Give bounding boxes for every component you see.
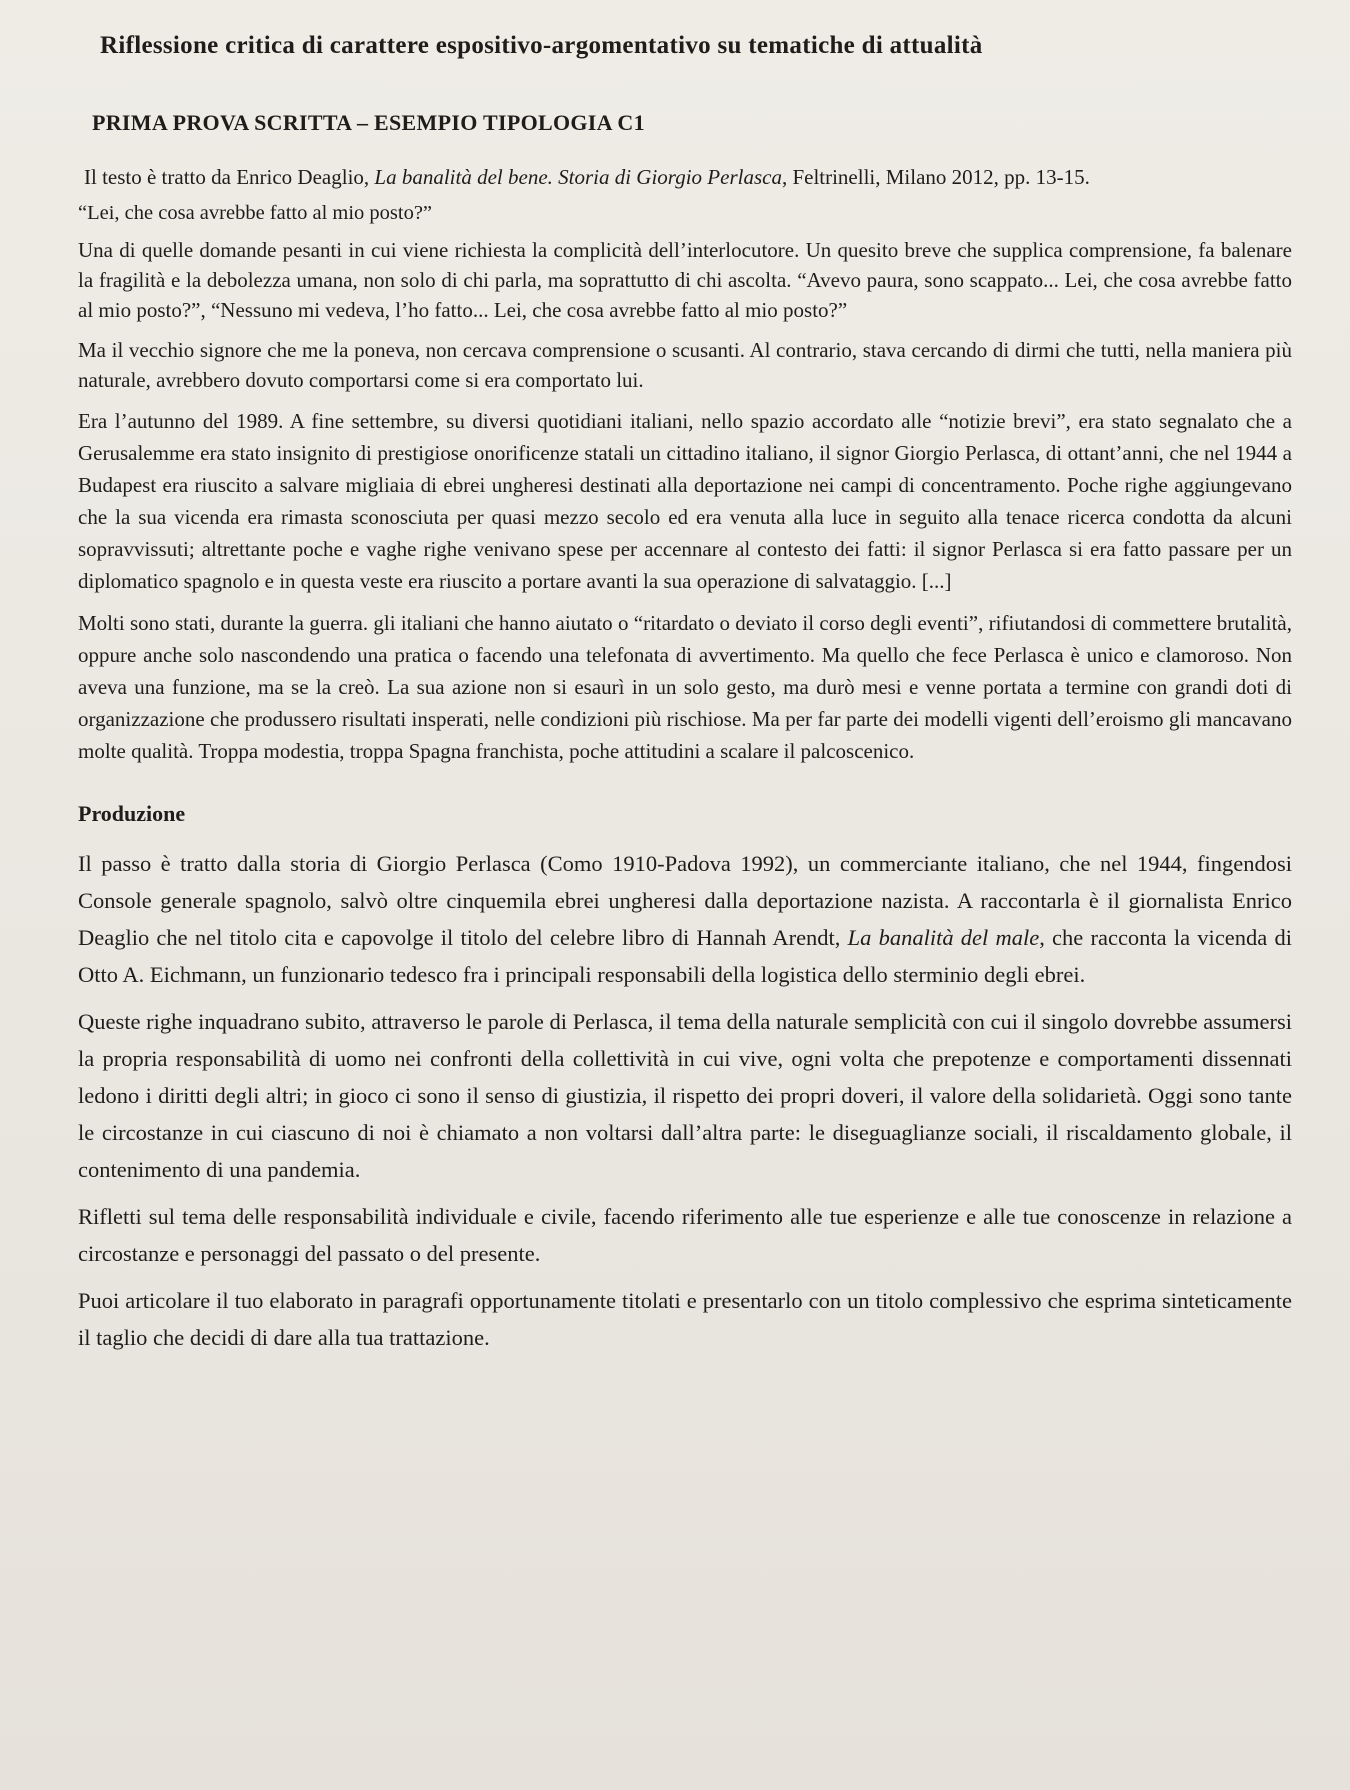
source-prefix: Il testo è tratto da Enrico Deaglio, <box>84 165 375 189</box>
arendt-book-title: La banalità del male <box>847 925 1040 950</box>
source-book-title: La banalità del bene. Storia di Giorgio Perlasca <box>374 165 782 189</box>
production-p1-end: , che racconta la vicenda di Otto A. Eichmann, un funzionario tedesco fra i principali responsabili della logistica dello sterminio degli ebrei. <box>78 925 1292 987</box>
production-paragraph-3: Rifletti sul tema delle responsabilità individuale e civile, facendo riferimento alle tue esperienze e alle tue conoscenze in relazione a circostanze e personaggi del passato o del presente. <box>78 1204 1292 1266</box>
opening-quote: “Lei, che cosa avrebbe fatto al mio posto?” <box>78 202 433 224</box>
passage-paragraph-1: Una di quelle domande pesanti in cui viene richiesta la complicità dell’interlocutore. Un quesito breve che supplica comprensione, fa balenare la fragilità e la debolezza umana, non solo di chi parla, ma soprattutto di chi ascolta. “Avevo paura, sono scappato... Lei, che cosa avrebbe fatto al mio posto?”, “Nessuno mi vedeva, l’ho fatto... Lei, che cosa avrebbe fatto al mio posto?” <box>78 238 1292 322</box>
document-heading: Riflessione critica di carattere espositivo-argomentativo su tematiche di attualità <box>100 32 983 59</box>
production-paragraph-4: Puoi articolare il tuo elaborato in paragrafi opportunamente titolati e presentarlo con un titolo complessivo che esprima sinteticamente il taglio che decidi di dare alla tua trattazione. <box>78 1288 1292 1350</box>
production-paragraph-2: Queste righe inquadrano subito, attraverso le parole di Perlasca, il tema della naturale semplicità con cui il singolo dovrebbe assumersi la propria responsabilità di uomo nei confronti della collettività in cui vive, ogni volta che prepotenze e comportamenti dissennati ledono i diritti degli altri; in gioco ci sono il senso di giustizia, il rispetto dei propri doveri, il valore della solidarietà. Oggi sono tante le circostanze in cui ciascuno di noi è chiamato a non voltarsi dall’altra parte: le diseguaglianze sociali, il riscaldamento globale, il contenimento di una pandemia. <box>78 1009 1292 1182</box>
passage-paragraph-3: Era l’autunno del 1989. A fine settembre, su diversi quotidiani italiani, nello spazio accordato alle “notizie brevi”, era stato segnalato che a Gerusalemme era stato insignito di prestigiose onorificenze statali un cittadino italiano, il signor Giorgio Perlasca, di ottant’anni, che nel 1944 a Budapest era riuscito a salvare migliaia di ebrei ungheresi destinati alla deportazione nei campi di concentramento. Poche righe aggiungevano che la sua vicenda era rimasta sconosciuta per quasi mezzo secolo ed era venuta alla luce in seguito alla tenace ricerca condotta da alcuni sopravvissuti; altrettante poche e vaghe righe venivano spese per accennare al contesto dei fatti: il signor Perlasca si era fatto passare per un diplomatico spagnolo e in questa veste era riuscito a portare avanti la sua operazione di salvataggio. [...] <box>78 409 1292 593</box>
production-p1-start: Il passo è tratto dalla storia di Giorgio Perlasca (Como 1910-Padova 1992), un commerciante italiano, che nel 1944, fingendosi Console generale spagnolo, salvò oltre cinquemila ebrei ungheresi dalla deportazione nazista. A raccontarla è il giornalista Enrico Deaglio che nel titolo cita e capovolge il titolo del celebre libro di Hannah Arendt, <box>78 851 1292 950</box>
source-citation <box>84 162 1292 192</box>
production-title: Produzione <box>78 801 186 826</box>
exam-subheading: PRIMA PROVA SCRITTA – ESEMPIO TIPOLOGIA C1 <box>92 110 645 135</box>
passage-paragraph-4: Molti sono stati, durante la guerra. gli italiani che hanno aiutato o “ritardato o deviato il corso degli eventi”, rifiutandosi di commettere brutalità, oppure anche solo nascondendo una pratica o facendo una telefonata di avvertimento. Ma quello che fece Perlasca è unico e clamoroso. Non aveva una funzione, ma se la creò. La sua azione non si esaurì in un solo gesto, ma durò mesi e venne portata a termine con grandi doti di organizzazione che produssero risultati insperati, nelle condizioni più rischiose. Ma per far parte dei modelli vigenti dell’eroismo gli mancavano molte qualità. Troppa modestia, troppa Spagna franchista, poche attitudini a scalare il palcoscenico. <box>78 611 1292 763</box>
source-suffix: , Feltrinelli, Milano 2012, pp. 13-15. <box>781 165 1090 189</box>
passage-paragraph-2: Ma il vecchio signore che me la poneva, non cercava comprensione o scusanti. Al contrario, stava cercando di dirmi che tutti, nella maniera più naturale, avrebbero dovuto comportarsi come si era comportato lui. <box>78 338 1292 392</box>
production-paragraph-1 <box>78 845 1292 993</box>
